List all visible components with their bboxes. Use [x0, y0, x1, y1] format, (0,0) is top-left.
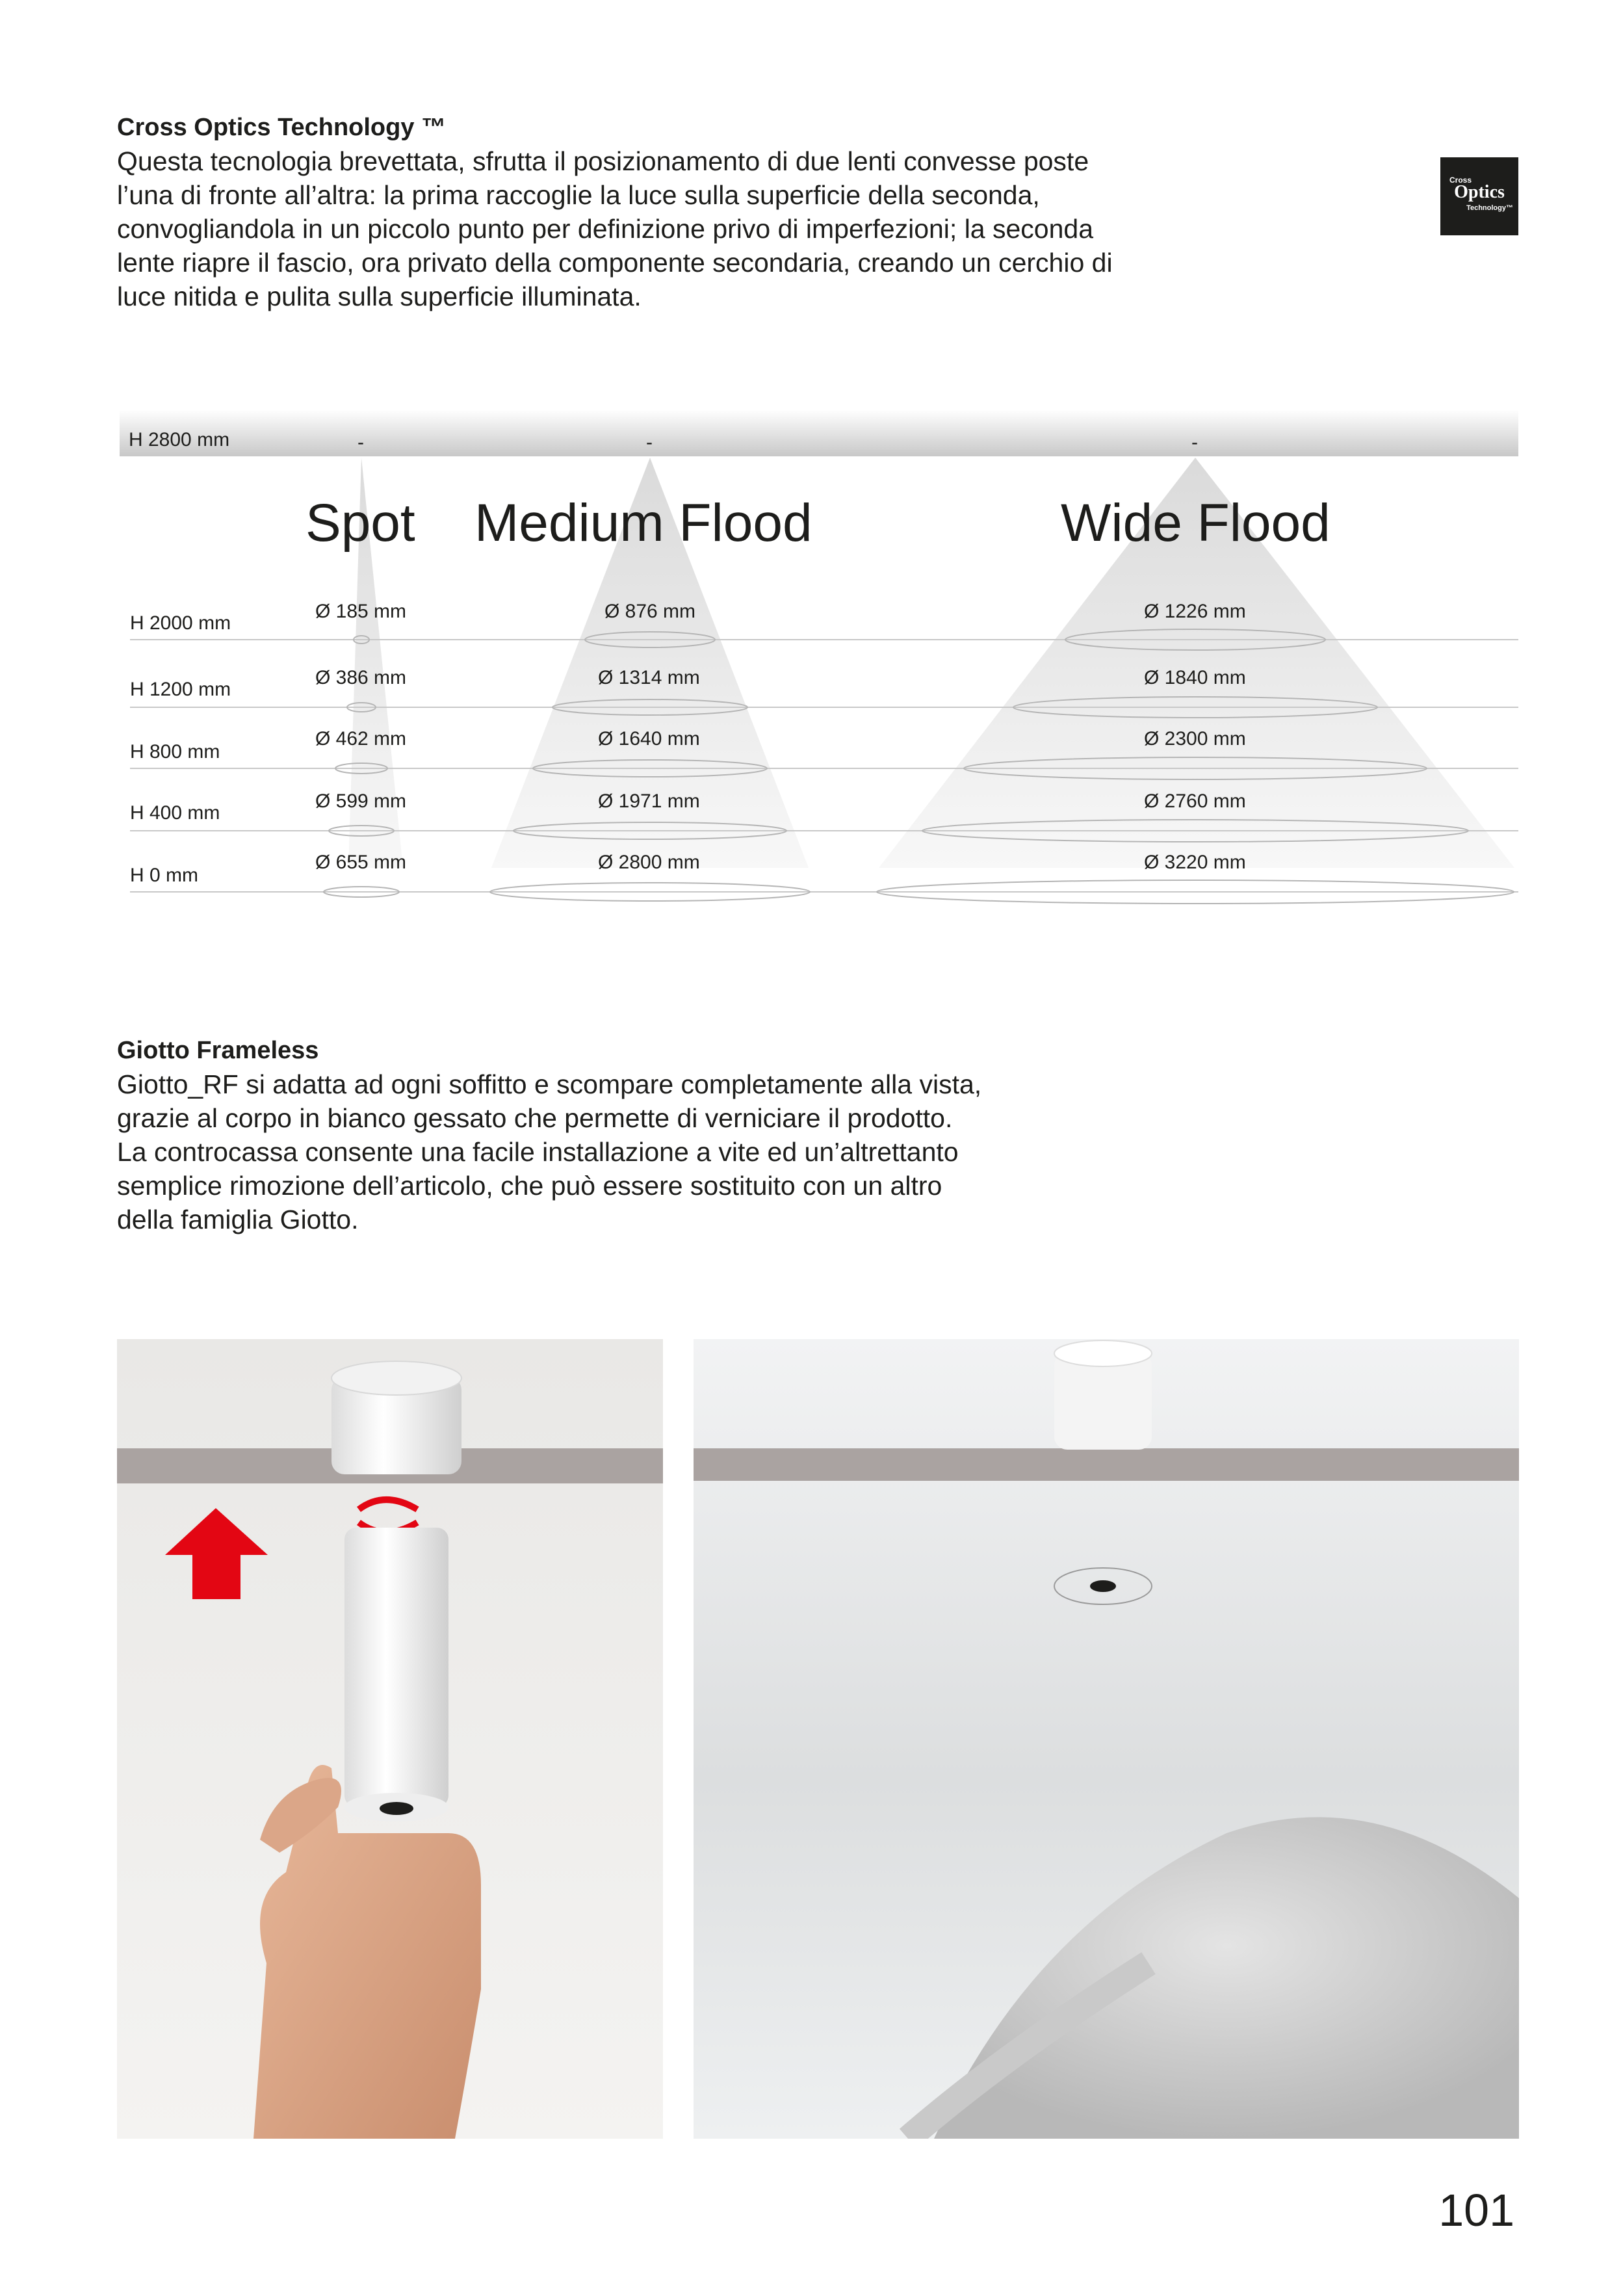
- installation-illustration: [117, 1339, 663, 2139]
- height-label: H 800 mm: [130, 741, 220, 763]
- height-label: H 2000 mm: [130, 612, 231, 634]
- housing-top: [331, 1361, 461, 1395]
- cross-optics-paragraph: [117, 144, 1157, 313]
- paragraph-line: semplice rimozione dell’articolo, che può essere sostituito con un altro: [117, 1171, 942, 1201]
- ceiling-slab: [694, 1448, 1519, 1481]
- paragraph-line: luce nitida e pulita sulla superficie illuminata.: [117, 281, 642, 311]
- wide-flood-diameter: Ø 1840 mm: [1144, 667, 1246, 688]
- wide-flood-diameter: Ø 2300 mm: [1144, 728, 1246, 750]
- paragraph-line: grazie al corpo in bianco gessato che permette di verniciare il prodotto.: [117, 1103, 953, 1133]
- ceiling-bar: [120, 410, 1518, 456]
- wide-flood-diameter: Ø 2760 mm: [1144, 790, 1246, 812]
- height-label: H 400 mm: [130, 802, 220, 824]
- paragraph-line: lente riapre il fascio, ora privato della componente secondaria, creando un cerchio di: [117, 248, 1113, 278]
- housing-top: [1054, 1340, 1152, 1366]
- paragraph-line: della famiglia Giotto.: [117, 1205, 359, 1234]
- painted-ceiling-photo: [694, 1339, 1519, 2139]
- medium-flood-diameter: Ø 1971 mm: [598, 790, 700, 812]
- paragraph-line: Giotto_RF si adatta ad ogni soffitto e scompare completamente alla vista,: [117, 1069, 982, 1099]
- ceiling-height-label: H 2800 mm: [129, 429, 230, 450]
- spot-diameter: Ø 655 mm: [315, 852, 407, 873]
- page-number: 101: [1438, 2185, 1514, 2236]
- wide-flood-tick: -: [1191, 432, 1198, 453]
- medium-flood-diameter: Ø 2800 mm: [598, 852, 700, 873]
- giotto-heading: Giotto Frameless: [117, 1037, 319, 1064]
- wide-flood-diameter: Ø 1226 mm: [1144, 601, 1246, 622]
- cross-optics-section: [117, 111, 1157, 313]
- spot-diameter: Ø 386 mm: [315, 667, 407, 688]
- wide-flood-title: Wide Flood: [1061, 493, 1331, 553]
- medium-flood-diameter: Ø 1640 mm: [598, 728, 700, 750]
- medium-flood-diameter: Ø 1314 mm: [598, 667, 700, 688]
- beam-angle-diagram: [0, 410, 1623, 930]
- installation-photo: [117, 1339, 663, 2139]
- painted-ceiling-illustration: [694, 1339, 1519, 2139]
- spot-diameter: Ø 185 mm: [315, 601, 407, 622]
- cross-optics-heading: Cross Optics Technology ™: [117, 114, 447, 141]
- giotto-frameless-section: [117, 1034, 1157, 1236]
- giotto-paragraph: [117, 1067, 1157, 1236]
- medium-flood-diameter: Ø 876 mm: [604, 601, 696, 622]
- height-label: H 1200 mm: [130, 679, 231, 700]
- spot-tick: -: [357, 432, 364, 453]
- height-label: H 0 mm: [130, 865, 198, 886]
- spot-title: Spot: [305, 493, 415, 553]
- paragraph-line: La controcassa consente una facile installazione a vite ed un’altrettanto: [117, 1137, 959, 1167]
- wide-flood-diameter: Ø 3220 mm: [1144, 852, 1246, 873]
- logo-text-technology: Technology™: [1466, 204, 1513, 212]
- fixture-body: [344, 1528, 448, 1807]
- logo-text-cross: Cross: [1449, 176, 1472, 185]
- fixture-lens: [380, 1802, 413, 1815]
- fixture-lens: [1090, 1580, 1116, 1592]
- cross-optics-logo: [1440, 157, 1518, 235]
- spot-diameter: Ø 599 mm: [315, 790, 407, 812]
- medium-flood-tick: -: [646, 432, 653, 453]
- paragraph-line: l’una di fronte all’altra: la prima raccoglie la luce sulla superficie della seconda,: [117, 180, 1040, 210]
- beam-diagram-svg: [0, 410, 1623, 930]
- medium-flood-title: Medium Flood: [474, 493, 812, 553]
- paragraph-line: convogliandola in un piccolo punto per definizione privo di imperfezioni; la seconda: [117, 214, 1094, 244]
- logo-text-optics: Optics: [1454, 182, 1505, 202]
- spot-diameter: Ø 462 mm: [315, 728, 407, 750]
- paragraph-line: Questa tecnologia brevettata, sfrutta il posizionamento di due lenti convesse poste: [117, 146, 1089, 176]
